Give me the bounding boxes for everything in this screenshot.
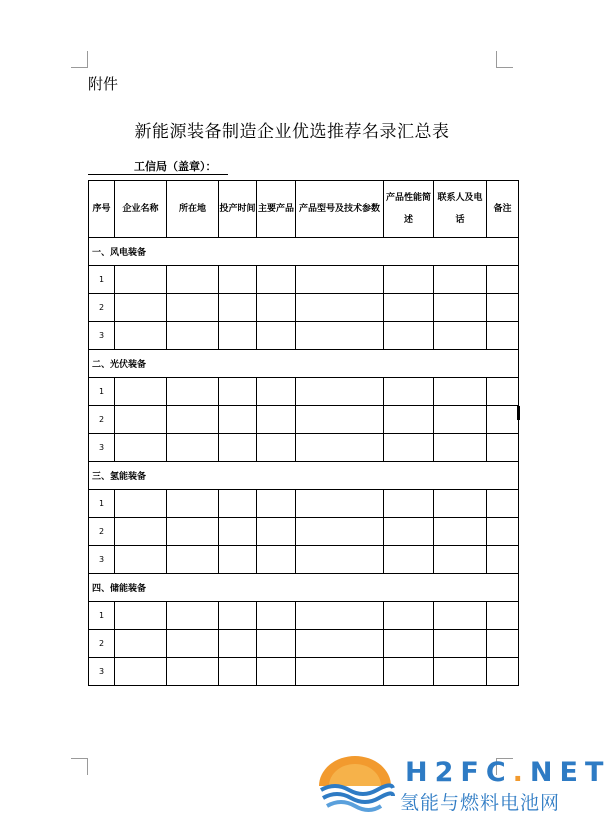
header-location: 所在地 (167, 181, 219, 238)
table-cell-empty[interactable] (115, 630, 167, 658)
header-remarks: 备注 (487, 181, 519, 238)
table-row (89, 630, 519, 658)
table-cell-empty[interactable] (167, 602, 219, 630)
table-cell-empty[interactable] (384, 378, 434, 406)
table-cell-empty[interactable] (115, 658, 167, 686)
row-number: 2 (89, 518, 115, 546)
table-cell-empty[interactable] (384, 406, 434, 434)
bureau-stamp-label: 工信局（盖章）： (88, 160, 228, 175)
section-row (89, 574, 519, 602)
row-number: 1 (89, 266, 115, 294)
table-row (89, 546, 519, 574)
section-row (89, 350, 519, 378)
header-seq: 序号 (89, 181, 115, 238)
page-title: 新能源装备制造企业优选推荐名录汇总表 (134, 122, 450, 142)
table-cell-empty[interactable] (434, 378, 487, 406)
table-row (89, 518, 519, 546)
table-cell-empty[interactable] (167, 658, 219, 686)
table-cell-empty[interactable] (219, 630, 257, 658)
table-cell-empty[interactable] (434, 658, 487, 686)
row-number: 3 (89, 322, 115, 350)
section-title: 四、储能装备 (89, 574, 519, 602)
section-title: 二、光伏装备 (89, 350, 519, 378)
row-number: 1 (89, 378, 115, 406)
table-cell-empty[interactable] (384, 322, 434, 350)
table-cell-empty[interactable] (257, 378, 296, 406)
table-cell-empty[interactable] (257, 266, 296, 294)
table-cell-empty[interactable] (257, 434, 296, 462)
table-cell-empty[interactable] (384, 658, 434, 686)
table-cell-empty[interactable] (257, 602, 296, 630)
table-cell-empty[interactable] (115, 266, 167, 294)
table-cell-empty[interactable] (257, 406, 296, 434)
table-cell-empty[interactable] (115, 406, 167, 434)
table-cell-empty[interactable] (167, 434, 219, 462)
watermark-brand-left: H2FC (405, 757, 513, 788)
table-cell-empty[interactable] (434, 602, 487, 630)
table-cell-empty[interactable] (296, 406, 384, 434)
table-cell-empty[interactable] (487, 658, 519, 686)
table-cell-empty[interactable] (257, 322, 296, 350)
table-cell-empty[interactable] (219, 518, 257, 546)
table-cell-empty[interactable] (219, 546, 257, 574)
table-cell-empty[interactable] (167, 490, 219, 518)
table-cell-empty[interactable] (219, 434, 257, 462)
table-cell-empty[interactable] (434, 266, 487, 294)
table-cell-empty[interactable] (167, 322, 219, 350)
table-cell-empty[interactable] (257, 294, 296, 322)
table-cell-empty[interactable] (487, 602, 519, 630)
table-cell-empty[interactable] (384, 490, 434, 518)
watermark-brand-dot: . (512, 757, 530, 788)
table-cell-empty[interactable] (296, 434, 384, 462)
table-row (89, 378, 519, 406)
table-cell-empty[interactable] (219, 602, 257, 630)
header-model-params: 产品型号及技术参数 (296, 181, 384, 238)
table-cell-empty[interactable] (167, 266, 219, 294)
table-cell-empty[interactable] (434, 434, 487, 462)
watermark-brand-right: NET (529, 757, 610, 788)
table-cell-empty[interactable] (434, 406, 487, 434)
table-cell-empty[interactable] (257, 518, 296, 546)
table-cell-empty[interactable] (296, 490, 384, 518)
row-number: 3 (89, 658, 115, 686)
table-cell-empty[interactable] (434, 294, 487, 322)
table-row (89, 406, 519, 434)
table-cell-empty[interactable] (434, 546, 487, 574)
table-cell-empty[interactable] (434, 630, 487, 658)
header-main-products: 主要产品 (257, 181, 296, 238)
table-cell-empty[interactable] (115, 602, 167, 630)
table-cell-empty[interactable] (219, 266, 257, 294)
row-number: 3 (89, 434, 115, 462)
row-number: 2 (89, 294, 115, 322)
attachment-label: 附件 (88, 75, 119, 93)
row-number: 3 (89, 546, 115, 574)
table-cell-empty[interactable] (219, 322, 257, 350)
sun-over-waves-logo-icon (315, 752, 395, 814)
table-cell-empty[interactable] (167, 378, 219, 406)
table-cell-empty[interactable] (487, 434, 519, 462)
table-row (89, 322, 519, 350)
crop-mark-top-left (71, 51, 88, 68)
table-cell-empty[interactable] (257, 546, 296, 574)
table-cell-empty[interactable] (296, 378, 384, 406)
table-cell-empty[interactable] (115, 518, 167, 546)
table-cell-empty[interactable] (384, 602, 434, 630)
section-title: 三、氢能装备 (89, 462, 519, 490)
section-title: 一、风电装备 (89, 238, 519, 266)
row-number: 1 (89, 602, 115, 630)
table-cell-empty[interactable] (384, 546, 434, 574)
table-cell-empty[interactable] (167, 630, 219, 658)
table-cell-empty[interactable] (384, 266, 434, 294)
table-row (89, 266, 519, 294)
table-cell-empty[interactable] (115, 294, 167, 322)
table-cell-empty[interactable] (257, 658, 296, 686)
table-cell-empty[interactable] (487, 546, 519, 574)
text-cursor (517, 406, 520, 420)
table-cell-empty[interactable] (296, 294, 384, 322)
table-cell-empty[interactable] (296, 322, 384, 350)
header-performance: 产品性能简述 (384, 181, 434, 238)
table-header-row (89, 181, 519, 238)
table-cell-empty[interactable] (296, 266, 384, 294)
summary-table (88, 180, 519, 686)
table-cell-empty[interactable] (219, 406, 257, 434)
table-cell-empty[interactable] (115, 434, 167, 462)
table-cell-empty[interactable] (384, 518, 434, 546)
table-cell-empty[interactable] (434, 518, 487, 546)
row-number: 1 (89, 490, 115, 518)
table-cell-empty[interactable] (257, 490, 296, 518)
table-cell-empty[interactable] (434, 490, 487, 518)
table-cell-empty[interactable] (487, 490, 519, 518)
table-cell-empty[interactable] (219, 294, 257, 322)
table-row (89, 434, 519, 462)
table-cell-empty[interactable] (434, 322, 487, 350)
header-company: 企业名称 (115, 181, 167, 238)
row-number: 2 (89, 630, 115, 658)
table-row (89, 490, 519, 518)
crop-mark-bottom-left (71, 758, 88, 775)
table-cell-empty[interactable] (219, 490, 257, 518)
table-cell-empty[interactable] (296, 658, 384, 686)
table-cell-empty[interactable] (487, 266, 519, 294)
table-cell-empty[interactable] (115, 546, 167, 574)
watermark-brand-cn: 氢能与燃料电池网 (400, 792, 561, 814)
table-cell-empty[interactable] (115, 378, 167, 406)
table-cell-empty[interactable] (384, 630, 434, 658)
table-row (89, 602, 519, 630)
section-row (89, 238, 519, 266)
table-cell-empty[interactable] (487, 322, 519, 350)
table-cell-empty[interactable] (296, 602, 384, 630)
table-cell-empty[interactable] (296, 546, 384, 574)
table-cell-empty[interactable] (167, 518, 219, 546)
header-contact: 联系人及电话 (434, 181, 487, 238)
section-row (89, 462, 519, 490)
table-cell-empty[interactable] (487, 378, 519, 406)
table-cell-empty[interactable] (219, 658, 257, 686)
table-cell-empty[interactable] (167, 294, 219, 322)
watermark-brand (405, 757, 610, 788)
table-cell-empty[interactable] (384, 294, 434, 322)
table-row (89, 294, 519, 322)
crop-mark-top-right (496, 51, 513, 68)
table-cell-empty[interactable] (219, 378, 257, 406)
table-cell-empty[interactable] (487, 630, 519, 658)
table-cell-empty[interactable] (487, 294, 519, 322)
header-production-time: 投产时间 (219, 181, 257, 238)
table-row (89, 658, 519, 686)
row-number: 2 (89, 406, 115, 434)
table-cell-empty[interactable] (487, 406, 519, 434)
table-cell-empty[interactable] (167, 546, 219, 574)
table-cell-empty[interactable] (115, 490, 167, 518)
table-cell-empty[interactable] (296, 630, 384, 658)
table-cell-empty[interactable] (115, 322, 167, 350)
table-cell-empty[interactable] (296, 518, 384, 546)
table-cell-empty[interactable] (257, 630, 296, 658)
table-cell-empty[interactable] (487, 518, 519, 546)
table-cell-empty[interactable] (384, 434, 434, 462)
table-cell-empty[interactable] (167, 406, 219, 434)
